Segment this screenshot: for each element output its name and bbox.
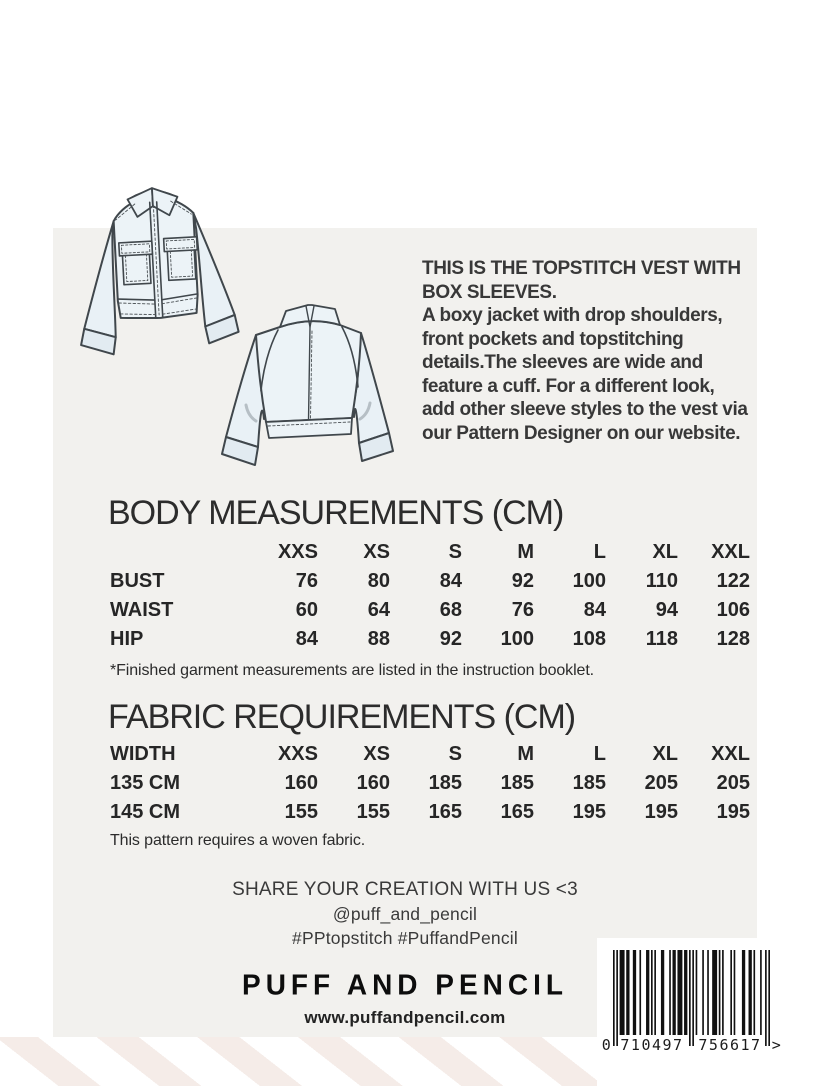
value-cell: 185	[500, 772, 534, 794]
size-column-header: XL	[652, 743, 678, 765]
value-cell: 106	[716, 599, 750, 621]
corner-header: WIDTH	[110, 743, 176, 765]
info-card	[53, 228, 757, 1037]
size-column-header: L	[593, 541, 606, 563]
value-cell: 160	[356, 772, 390, 794]
share-callout: SHARE YOUR CREATION WITH US <3	[232, 879, 578, 900]
value-cell: 84	[295, 628, 318, 650]
value-cell: 68	[439, 599, 462, 621]
description-body: A boxy jacket with drop shoulders, front pockets and topstitching details.The sleeves are wide and feature a cuff. For a different look, add other sleeve styles to the vest via our Pattern Designer on our website.	[422, 305, 748, 444]
value-cell: 80	[367, 570, 390, 592]
value-cell: 205	[644, 772, 678, 794]
value-cell: 64	[367, 599, 390, 621]
value-cell: 185	[428, 772, 462, 794]
row-label: WAIST	[110, 599, 174, 621]
value-cell: 195	[644, 801, 678, 823]
value-cell: 160	[284, 772, 318, 794]
value-cell: 84	[583, 599, 606, 621]
value-cell: 155	[284, 801, 318, 823]
value-cell: 88	[367, 628, 390, 650]
corner-header	[110, 538, 192, 567]
size-column-header: S	[448, 743, 462, 765]
body-measurements-title: BODY MEASUREMENTS (CM)	[108, 494, 564, 532]
value-cell: 108	[572, 628, 606, 650]
brand-website: www.puffandpencil.com	[304, 1008, 506, 1027]
barcode-lead-digit: 0	[601, 1036, 613, 1054]
value-cell: 76	[295, 570, 318, 592]
value-cell: 92	[439, 628, 462, 650]
value-cell: 195	[572, 801, 606, 823]
size-column-header: XXL	[711, 743, 750, 765]
barcode-trail-char: >	[771, 1036, 783, 1054]
vest-front-view-drawing	[73, 184, 239, 356]
size-column-header: XXS	[277, 743, 318, 765]
barcode-group1: 710497	[620, 1036, 684, 1054]
value-cell: 155	[356, 801, 390, 823]
value-cell: 165	[500, 801, 534, 823]
size-column-header: XXS	[277, 541, 318, 563]
body-measurements-footnote: *Finished garment measurements are listed in the instruction booklet.	[110, 662, 595, 679]
value-cell: 122	[716, 570, 750, 592]
garment-technical-drawings	[50, 175, 420, 480]
value-cell: 128	[716, 628, 750, 650]
size-column-header: M	[517, 743, 534, 765]
row-label: HIP	[110, 628, 144, 650]
row-label: BUST	[110, 570, 165, 592]
size-column-header: XS	[363, 541, 390, 563]
value-cell: 195	[716, 801, 750, 823]
value-cell: 84	[439, 570, 462, 592]
value-cell: 60	[295, 599, 318, 621]
size-column-header: XS	[363, 743, 390, 765]
value-cell: 100	[500, 628, 534, 650]
body-measurements-table	[110, 538, 750, 654]
hashtags: #PPtopstitch #PuffandPencil	[292, 928, 518, 948]
barcode-bars	[613, 950, 770, 1046]
value-cell: 92	[511, 570, 534, 592]
row-label: 145 CM	[110, 801, 181, 823]
value-cell: 118	[645, 628, 678, 650]
size-column-header: XXL	[711, 541, 750, 563]
value-cell: 76	[511, 599, 534, 621]
fabric-requirements-footnote: This pattern requires a woven fabric.	[110, 832, 366, 849]
fabric-requirements-title: FABRIC REQUIREMENTS (CM)	[108, 698, 576, 736]
value-cell: 205	[716, 772, 750, 794]
size-column-header: S	[448, 541, 462, 563]
fabric-requirements-table	[110, 740, 750, 827]
value-cell: 100	[572, 570, 606, 592]
row-label: 135 CM	[110, 772, 181, 794]
barcode	[597, 938, 821, 1086]
brand-logo: PUFF AND PENCIL	[242, 968, 568, 1001]
value-cell: 110	[645, 570, 678, 592]
size-column-header: L	[593, 743, 606, 765]
social-handle: @puff_and_pencil	[332, 904, 478, 924]
size-column-header: M	[517, 541, 534, 563]
value-cell: 165	[428, 801, 462, 823]
vest-back-view-drawing	[222, 305, 393, 465]
product-description	[422, 257, 748, 445]
description-heading: THIS IS THE TOPSTITCH VEST WITH BOX SLEEVES.	[422, 258, 741, 303]
barcode-group2: 756617	[698, 1036, 762, 1054]
value-cell: 185	[572, 772, 606, 794]
value-cell: 94	[655, 599, 678, 621]
size-column-header: XL	[652, 541, 678, 563]
